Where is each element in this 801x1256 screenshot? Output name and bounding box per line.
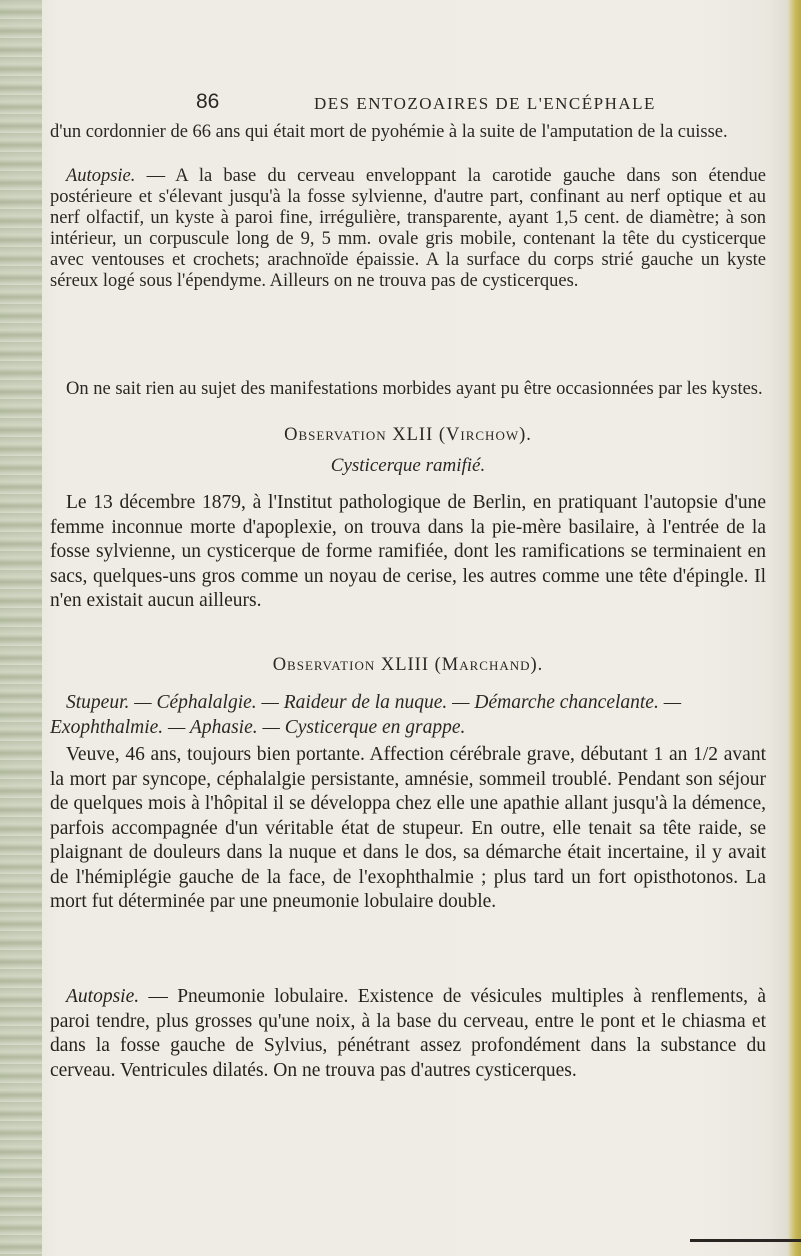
observation-42-text: Le 13 décembre 1879, à l'Institut pathologique de Berlin, en pratiquant l'autopsie d'une femme inconnue morte d'apoplexie, on trouva dans la pie-mère basilaire, à l'entrée de la fosse sylvienne, un cysticerque de forme ramifiée, dont les ramifications se terminaient en sacs, quelques-uns gros comme un noyau de cerise, les autres comme une tête d'épingle. Il n'en existait aucun ailleurs. bbox=[50, 492, 766, 611]
page-number: 86 bbox=[196, 90, 220, 113]
running-title: DES ENTOZOAIRES DE L'ENCÉPHALE bbox=[314, 94, 656, 113]
autopsy-paragraph-1 bbox=[50, 166, 766, 292]
observation-43-title: Observation XLIII (Marchand). bbox=[272, 655, 544, 675]
page-binding-edge bbox=[0, 0, 42, 1256]
observation-42-title: Observation XLII (Virchow). bbox=[284, 425, 532, 445]
observation-43-autopsy bbox=[50, 985, 766, 1083]
autopsy-label-1: Autopsie. bbox=[66, 166, 136, 186]
page-header bbox=[196, 90, 756, 116]
autopsy-label-2: Autopsie. bbox=[66, 986, 140, 1007]
page-right-edge bbox=[787, 0, 801, 1256]
observation-43-subjects: Stupeur. — Céphalalgie. — Raideur de la nuque. — Démarche chancelante. — Exophthalmie. — Aphasie. — Cysticerque en grappe. bbox=[50, 692, 682, 738]
continuation-paragraph: d'un cordonnier de 66 ans qui était mort de pyohémie à la suite de l'amputation de la cuisse. bbox=[50, 122, 728, 142]
bottom-rule bbox=[690, 1239, 801, 1242]
observation-42-subtitle: Cysticerque ramifié. bbox=[330, 455, 486, 476]
observation-43-text: Veuve, 46 ans, toujours bien portante. Affection cérébrale grave, débutant 1 an 1/2 avant la mort par syncope, céphalalgie persistante, amnésie, sommeil troublé. Pendant son séjour de quelques mois à l'hôpital il se développa chez elle une apathie allant jusqu'à la démence, parfois accompagnée d'un véritable état de stupeur. En outre, elle tenait sa tête raide, se plaignant de douleurs dans la nuque et dans le dos, sa démarche était incertaine, il y avait de l'hémiplégie gauche de la face, de l'exophthalmie ; plus tard un fort opisthotonos. La mort fut déterminée par une pneumonie lobulaire double. bbox=[50, 744, 766, 912]
closing-paragraph: On ne sait rien au sujet des manifestations morbides ayant pu être occasionnées par les kystes. bbox=[66, 379, 763, 399]
autopsy-text-1: — A la base du cerveau enveloppant la carotide gauche dans son étendue postérieure et s'élevant jusqu'à la fosse sylvienne, d'autre part, confinant au nerf optique et au nerf olfactif, un kyste à paroi fine, irrégulière, transparente, ayant 1,5 cent. de diamètre; à son intérieur, un corpuscule long de 9, 5 mm. ovale gris mobile, contenant la tête du cysticerque avec ventouses et crochets; arachnoïde épaissie. A la surface du corps strié gauche un kyste séreux logé sous l'épendyme. Ailleurs on ne trouva pas de cysticerques. bbox=[50, 166, 766, 291]
autopsy-text-2: — Pneumonie lobulaire. Existence de vésicules multiples à renflements, à paroi tendre, plus grosses qu'une noix, à la base du cerveau, entre le pont et le chiasma et dans la fosse gauche de Sylvius, pénétrant assez profondément dans la substance du cerveau. Ventricules dilatés. On ne trouva pas d'autres cysticerques. bbox=[50, 986, 766, 1081]
